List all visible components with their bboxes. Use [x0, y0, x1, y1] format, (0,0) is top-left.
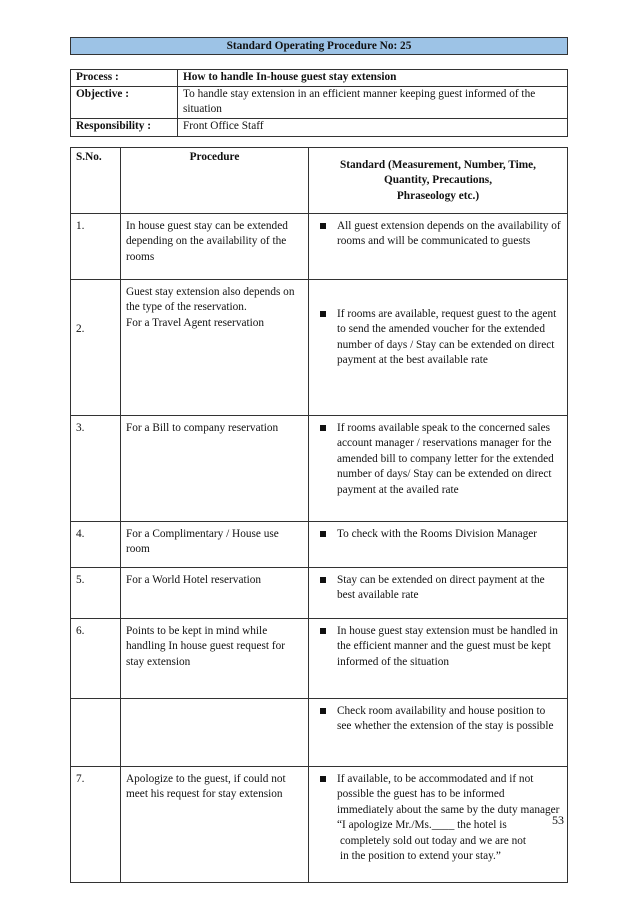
- row-sno: 1.: [71, 213, 121, 279]
- sop-info-table: [70, 69, 568, 137]
- table-row: [71, 698, 568, 766]
- row-procedure: For a Complimentary / House use room: [121, 521, 309, 567]
- apology-line2: completely sold out today and we are not: [340, 834, 527, 847]
- objective-value: To handle stay extension in an efficient manner keeping guest informed of the situation: [178, 86, 568, 118]
- row-standard-text: If rooms are available, request guest to the agent to send the amended voucher for the extended number of days / Stay can be extended on direct payment at the best available rate: [337, 307, 557, 366]
- header-standard: [309, 147, 568, 213]
- row-sno: 7.: [71, 766, 121, 882]
- page-number: 53: [552, 813, 564, 827]
- process-label: Process :: [71, 70, 178, 87]
- row-procedure-line2: For a Travel Agent reservation: [126, 316, 265, 329]
- apology-line3: in the position to extend your stay.”: [340, 850, 501, 862]
- header-standard-line2: Quantity, Precautions,: [383, 174, 493, 186]
- bullet-icon: [320, 708, 326, 714]
- row-standard-text: All guest extension depends on the availability of rooms and will be communicated to guests: [337, 219, 561, 247]
- row-procedure: [121, 698, 309, 766]
- row-procedure: [121, 279, 309, 415]
- responsibility-label: Responsibility :: [71, 118, 178, 136]
- header-standard-line1: Standard (Measurement, Number, Time,: [339, 158, 537, 171]
- row-sno: [71, 698, 121, 766]
- objective-label: Objective :: [71, 86, 178, 118]
- row-procedure: In house guest stay can be extended depending on the availability of the rooms: [121, 213, 309, 279]
- row-sno: 2.: [71, 279, 121, 415]
- row-standard: [309, 213, 568, 279]
- row-standard-text: Check room availability and house position to see whether the extension of the stay is possible: [337, 704, 554, 732]
- table-row: [71, 279, 568, 415]
- row-sno: 5.: [71, 567, 121, 618]
- row-standard: [309, 521, 568, 567]
- row-standard: [309, 766, 568, 882]
- sop-page: [70, 37, 568, 883]
- row-sno: 3.: [71, 415, 121, 521]
- table-row: [71, 415, 568, 521]
- procedure-header-row: [71, 147, 568, 213]
- row-procedure: Points to be kept in mind while handling In house guest request for stay extension: [121, 618, 309, 698]
- row-standard: [309, 567, 568, 618]
- row-procedure: For a Bill to company reservation: [121, 415, 309, 521]
- bullet-icon: [320, 311, 326, 317]
- header-sno: S.No.: [71, 147, 121, 213]
- process-value: How to handle In-house guest stay extension: [178, 70, 568, 87]
- table-row: [71, 766, 568, 882]
- bullet-icon: [320, 776, 326, 782]
- row-procedure-line1: Guest stay extension also depends on the type of the reservation.: [126, 285, 295, 313]
- row-standard-text: Stay can be extended on direct payment at the best available rate: [337, 573, 545, 601]
- bullet-icon: [320, 425, 326, 431]
- header-standard-line3: Phraseology etc.): [396, 189, 480, 202]
- table-row: [71, 618, 568, 698]
- sop-title: Standard Operating Procedure No: 25: [70, 37, 568, 55]
- row-standard: [309, 698, 568, 766]
- table-row: [71, 567, 568, 618]
- apology-line1: “I apologize Mr./Ms.____ the hotel is: [337, 819, 507, 831]
- apology-phrase: [337, 818, 562, 865]
- responsibility-value: Front Office Staff: [178, 118, 568, 136]
- row-standard: [309, 279, 568, 415]
- header-procedure: Procedure: [121, 147, 309, 213]
- row-standard-text: In house guest stay extension must be handled in the efficient manner and the guest must be kept informed of the situation: [337, 624, 558, 668]
- row-standard-text: If rooms available speak to the concerned sales account manager / reservations manager for the amended bill to company letter for the extended number of days/ Stay can be extended on direct payment at the availed rate: [337, 421, 554, 496]
- bullet-icon: [320, 628, 326, 634]
- bullet-icon: [320, 531, 326, 537]
- table-row: [71, 521, 568, 567]
- procedure-table: [70, 147, 568, 883]
- table-row: [71, 213, 568, 279]
- row-procedure: For a World Hotel reservation: [121, 567, 309, 618]
- row-standard: [309, 415, 568, 521]
- row-standard-text: To check with the Rooms Division Manager: [337, 527, 538, 540]
- row-procedure: Apologize to the guest, if could not meet his request for stay extension: [121, 766, 309, 882]
- row-standard-text: If available, to be accommodated and if not possible the guest has to be informed immediately about the same by the duty manager: [337, 772, 560, 816]
- bullet-icon: [320, 577, 326, 583]
- bullet-icon: [320, 223, 326, 229]
- row-sno: 4.: [71, 521, 121, 567]
- row-standard: [309, 618, 568, 698]
- row-sno: 6.: [71, 618, 121, 698]
